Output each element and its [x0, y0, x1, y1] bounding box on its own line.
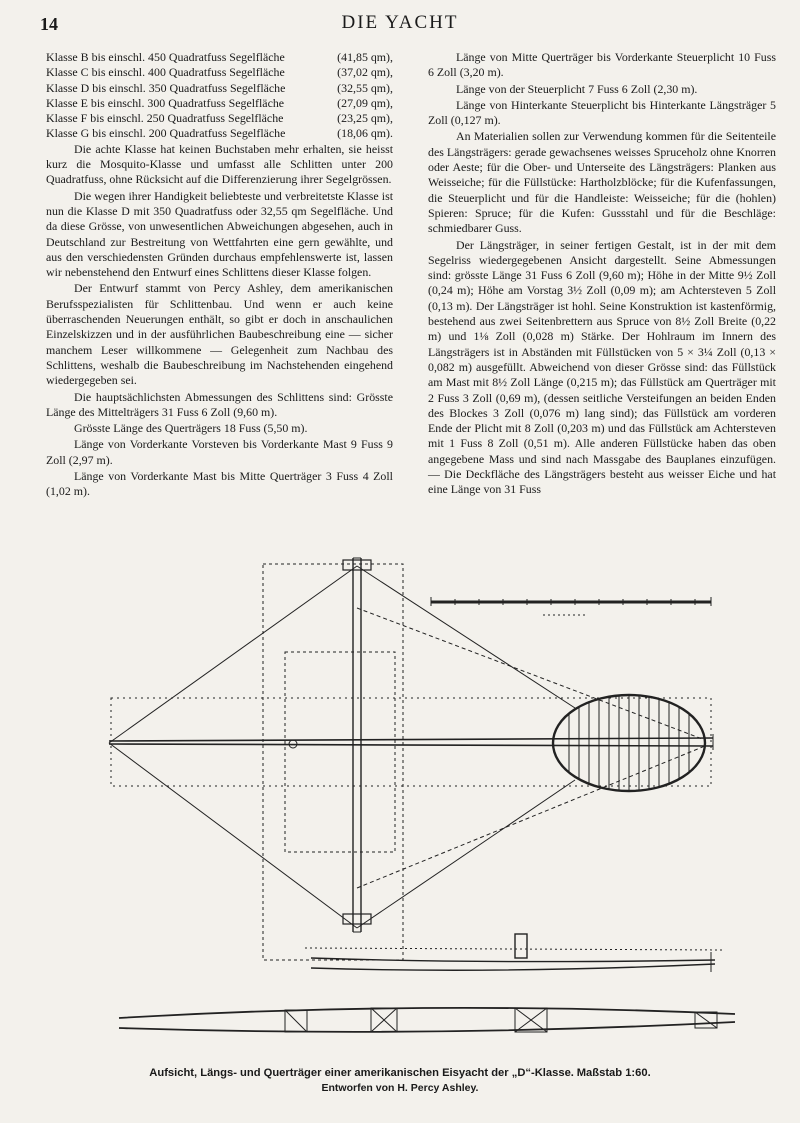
dashed-outline: [285, 652, 395, 852]
dashed-outline: [263, 564, 403, 960]
right-column: [428, 50, 776, 499]
class-qm: (32,55 qm),: [337, 80, 393, 95]
class-row: [46, 81, 393, 96]
cockpit-plan: [553, 695, 705, 791]
class-text: Klasse G bis einschl. 200 Quadratfuss Segelfläche: [46, 126, 286, 141]
page-number: 14: [40, 14, 58, 34]
class-qm: (37,02 qm),: [337, 65, 393, 80]
left-column: [46, 50, 393, 501]
hollow-beam-section: [119, 1008, 735, 1032]
side-elevation: [305, 934, 725, 972]
paragraph: Länge von Mitte Querträger bis Vorderkante Steuerplicht 10 Fuss 6 Zoll (3,20 m).: [428, 50, 776, 80]
caption-title: Aufsicht, Längs- und Querträger einer amerikanischen Eisyacht der „D“-Klasse.: [149, 1067, 574, 1079]
class-qm: (18,06 qm).: [337, 126, 393, 141]
class-qm: (41,85 qm),: [337, 50, 393, 64]
class-row: [46, 126, 393, 141]
paragraph: Länge von Hinterkante Steuerplicht bis Hinterkante Längsträger 5 Zoll (0,127 m).: [428, 97, 776, 128]
paragraph: Der Entwurf stammt von Percy Ashley, dem amerikanischen Berufsspezialisten für Schlittenbau. Und wenn er auch keine überraschenden Neuerungen enthält, so gibt er doch in anschaulichen Einzelskizzen und in der ausführlichen Baubeschreibung eine — sicher manchem Leser willkommene — Gelegenheit zum Nachbau des Schlittens, weshalb die Baubeschreibung im Nachstehenden eingehend wiedergegeben sei.: [46, 281, 393, 388]
paragraph: Die wegen ihrer Handigkeit beliebteste und verbreitetste Klasse ist nun die Klasse D mit 350 Quadratfuss oder 32,55 qm Segelfläche. Und da diese Grösse, von unwesentlichen Abweichungen abgesehen, auch in Deutschland zur Bestreitung von Wettfahrten eine gern gewählte, und aus den verschiedensten Gründen durchaus empfehlenswerte ist, lassen wir nebenstehend den Entwurf eines Schlittens dieser Klasse folgen.: [46, 188, 393, 280]
paragraph: Länge von Vorderkante Vorsteven bis Vorderkante Mast 9 Fuss 9 Zoll (2,97 m).: [46, 437, 393, 467]
class-text: Klasse C bis einschl. 400 Quadratfuss Segelfläche: [46, 65, 285, 80]
class-text: Klasse D bis einschl. 350 Quadratfuss Segelfläche: [46, 80, 286, 95]
class-row: [46, 65, 393, 80]
class-text: Klasse B bis einschl. 450 Quadratfuss Segelfläche: [46, 50, 285, 64]
paragraph: Der Längsträger, in seiner fertigen Gestalt, ist in der mit dem Segelriss wiedergegebenen Ansicht dargestellt. Seine Abmessungen sind: grösste Länge 31 Fuss 6 Zoll (9,60 m); Höhe in der Mitte 9½ Zoll (0,24 m); Höhe am Vorstag 3½ Zoll (0,09 m); am Achtersteven 5 Zoll (0,13 m). Der Längsträger ist hohl. Seine Konstruktion ist kastenförmig, bestehend aus zwei Seitenbrettern aus Spruce von 8½ Zoll Breite (0,22 m) und 1⅛ Zoll (0,028 m) Stärke. Der Hohlraum im Innern des Längsträgers ist in Abständen mit Füllstücken von 5 × 3¼ Zoll (0,13 × 0,082 m) ausgefüllt. Abweichend von dieser Grösse sind: das Füllstück am Mast mit 8½ Zoll Länge (0,215 m); das Füllstück am Querträger mit 2 Fuss 3 Zoll (0,69 m), (dessen seitliche Versteifungen an beiden Enden des Blockes 3 Zoll (0,076 m) lang sind); das Füllstück am vorderen Ende der Plicht mit 8 Zoll (0,203 m) und das Füllstück am Achtersteven mit 1 Fuss 8 Zoll (0,51 m). Alle anderen Füllstücke haben das oben angegebene Mass und sind nach Massgabe des Bauplanes einzufügen. — Die Deckfläche des Längsträgers besteht aus weisser Eiche und hat eine Länge von 31 Fuss: [428, 237, 776, 497]
class-text: Klasse E bis einschl. 300 Quadratfuss Segelfläche: [46, 95, 285, 110]
class-row: [46, 50, 393, 65]
caption-designer: Entworfen von H. Percy Ashley.: [321, 1082, 479, 1094]
running-title: DIE YACHT: [341, 12, 459, 33]
paragraph: Länge von der Steuerplicht 7 Fuss 6 Zoll (2,30 m).: [456, 81, 698, 96]
class-qm: (27,09 qm),: [337, 95, 393, 110]
class-row: [46, 96, 393, 111]
paragraph: Die achte Klasse hat keinen Buchstaben mehr erhalten, sie heisst kurz die Mosquito-Klasse und umfasst alle Schlitten unter 200 Quadratfuss, ohne Rücksicht auf die Differenzierung ihrer Segelgrössen.: [46, 141, 393, 187]
class-row: [46, 111, 393, 126]
caption-scale: Maßstab 1:60.: [576, 1067, 651, 1079]
figure-caption: [0, 1066, 800, 1096]
main-beam: [109, 734, 713, 750]
class-text: Klasse F bis einschl. 250 Quadratfuss Segelfläche: [46, 111, 284, 126]
paragraph: Länge von Vorderkante Mast bis Mitte Querträger 3 Fuss 4 Zoll (1,02 m).: [46, 469, 393, 499]
paragraph: Grösste Länge des Querträgers 18 Fuss (5,50 m).: [74, 421, 308, 436]
scale-bar: [431, 597, 711, 615]
class-qm: (23,25 qm),: [337, 111, 393, 126]
ice-yacht-drawing: [95, 548, 735, 1068]
paragraph: An Materialien sollen zur Verwendung kommen für die Seitenteile des Längsträgers: gerade gewachsenes weisses Spruceholz ohne Knorren oder Aeste; für die Ober- und Unterseite des Längsträgers: Planken aus Weisseiche; für die Füllstücke: Hartholzblöcke; für die Kufenfassungen, die Steuerplicht und für die Handleiste: Weisseiche; für die (hohlen) Spieren: Spruce; für die Kufen: Gussstahl und für die Beschläge: schmiedbarer Guss.: [428, 129, 776, 236]
dashed-outline: [111, 698, 711, 786]
paragraph: Die hauptsächlichsten Abmessungen des Schlittens sind: Grösste Länge des Mittelträgers 31 Fuss 6 Zoll (9,60 m).: [46, 389, 393, 419]
technical-drawing-svg: [95, 548, 735, 1068]
rigging-lines: [109, 566, 705, 928]
